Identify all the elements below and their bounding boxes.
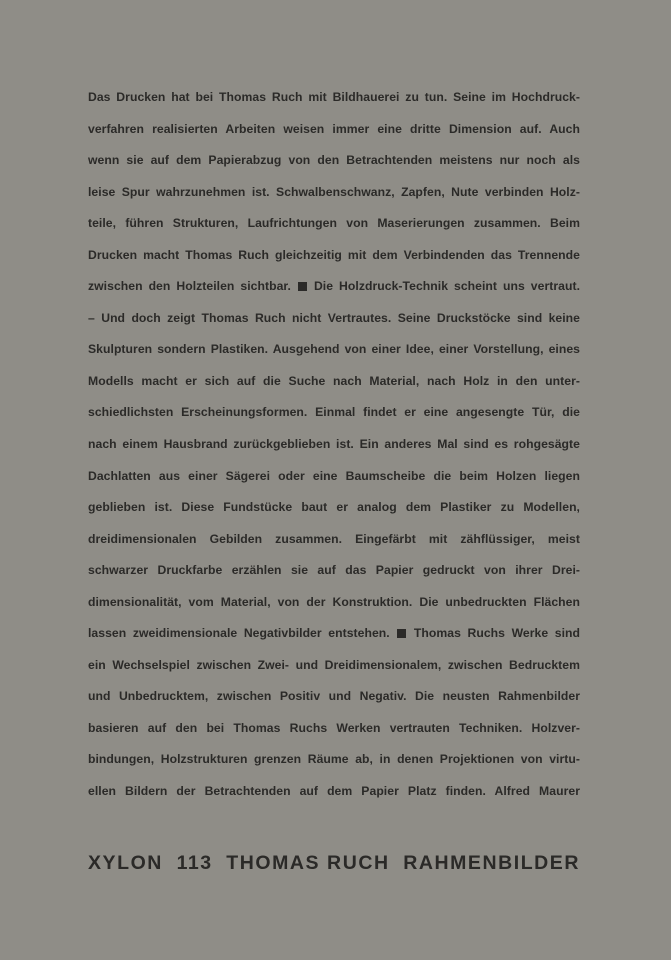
text-segment: bindungen, Holzstrukturen grenzen Räume ab, in denen Projektionen von virtu- [88,752,580,767]
text-segment: ein Wechselspiel zwischen Zwei- und Dreidimensionalem, zwischen Bedrucktem [88,657,580,672]
paragraph-marker-icon [397,629,406,638]
text-line [88,461,580,493]
text-segment: wenn sie auf dem Papierabzug von den Betrachtenden meistens nur noch als [88,153,580,168]
text-line [88,240,580,272]
text-segment: ellen Bildern der Betrachtenden auf dem Papier Platz finden. Alfred Maurer [88,784,580,799]
text-segment: schiedlichsten Erscheinungsformen. Einmal findet er eine angesengte Tür, die [88,405,580,420]
text-segment: lassen zweidimensionale Negativbilder entstehen. [88,626,390,641]
text-segment: Die Holzdruck-Technik scheint uns vertraut. [313,279,580,294]
text-line [88,177,580,209]
text-segment: schwarzer Druckfarbe erzählen sie auf das Papier gedruckt von ihrer Drei- [88,563,580,578]
title-series: XYLON [88,852,163,874]
text-segment: dimensionalität, vom Material, von der Konstruktion. Die unbedruckten Flächen [88,594,580,609]
title-artist: THOMAS RUCH [226,852,390,874]
text-line [88,555,580,587]
text-segment: basieren auf den bei Thomas Ruchs Werken vertrauten Techniken. Holzver- [88,720,580,735]
essay-text [88,82,580,808]
paragraph-marker-icon [298,282,307,291]
text-segment: Dachlatten aus einer Sägerei oder eine Baumscheibe die beim Holzen liegen [88,468,580,483]
text-line [88,145,580,177]
page-title [88,852,580,875]
text-line [88,681,580,713]
text-line [88,744,580,776]
text-line [88,713,580,745]
text-line [88,429,580,461]
text-segment: dreidimensionalen Gebilden zusammen. Eingefärbt mit zähflüssiger, meist [88,531,580,546]
text-segment: leise Spur wahrzunehmen ist. Schwalbenschwanz, Zapfen, Nute verbinden Holz- [88,184,580,199]
text-line [88,397,580,429]
text-line [88,492,580,524]
text-segment: Skulpturen sondern Plastiken. Ausgehend von einer Idee, einer Vorstellung, eines [88,342,580,357]
text-segment: Modells macht er sich auf die Suche nach Material, nach Holz in den unter- [88,373,580,388]
text-segment: geblieben ist. Diese Fundstücke baut er analog dem Plastiker zu Modellen, [88,500,580,515]
text-line [88,618,580,650]
text-segment: Das Drucken hat bei Thomas Ruch mit Bildhauerei zu tun. Seine im Hochdruck- [88,90,580,104]
text-segment: zwischen den Holzteilen sichtbar. [88,279,291,294]
text-line [88,776,580,808]
text-line [88,334,580,366]
text-line [88,82,580,114]
text-line [88,650,580,682]
title-number: 113 [176,852,213,874]
text-segment: – Und doch zeigt Thomas Ruch nicht Vertrautes. Seine Druckstöcke sind keine [88,310,580,325]
text-segment: und Unbedrucktem, zwischen Positiv und Negativ. Die neusten Rahmenbilder [88,689,580,704]
text-line [88,208,580,240]
text-segment: teile, führen Strukturen, Laufrichtungen von Maserierungen zusammen. Beim [88,216,580,231]
text-line [88,271,580,303]
text-line [88,524,580,556]
text-line [88,114,580,146]
text-segment: nach einem Hausbrand zurückgeblieben ist. Ein anderes Mal sind es rohgesägte [88,437,580,452]
title-work: RAHMENBILDER [403,852,580,874]
text-segment: Drucken macht Thomas Ruch gleichzeitig mit dem Verbindenden das Trennende [88,247,580,262]
text-segment: Thomas Ruchs Werke sind [413,626,580,641]
text-line [88,366,580,398]
text-line [88,303,580,335]
text-line [88,587,580,619]
text-segment: verfahren realisierten Arbeiten weisen immer eine dritte Dimension auf. Auch [88,121,580,136]
